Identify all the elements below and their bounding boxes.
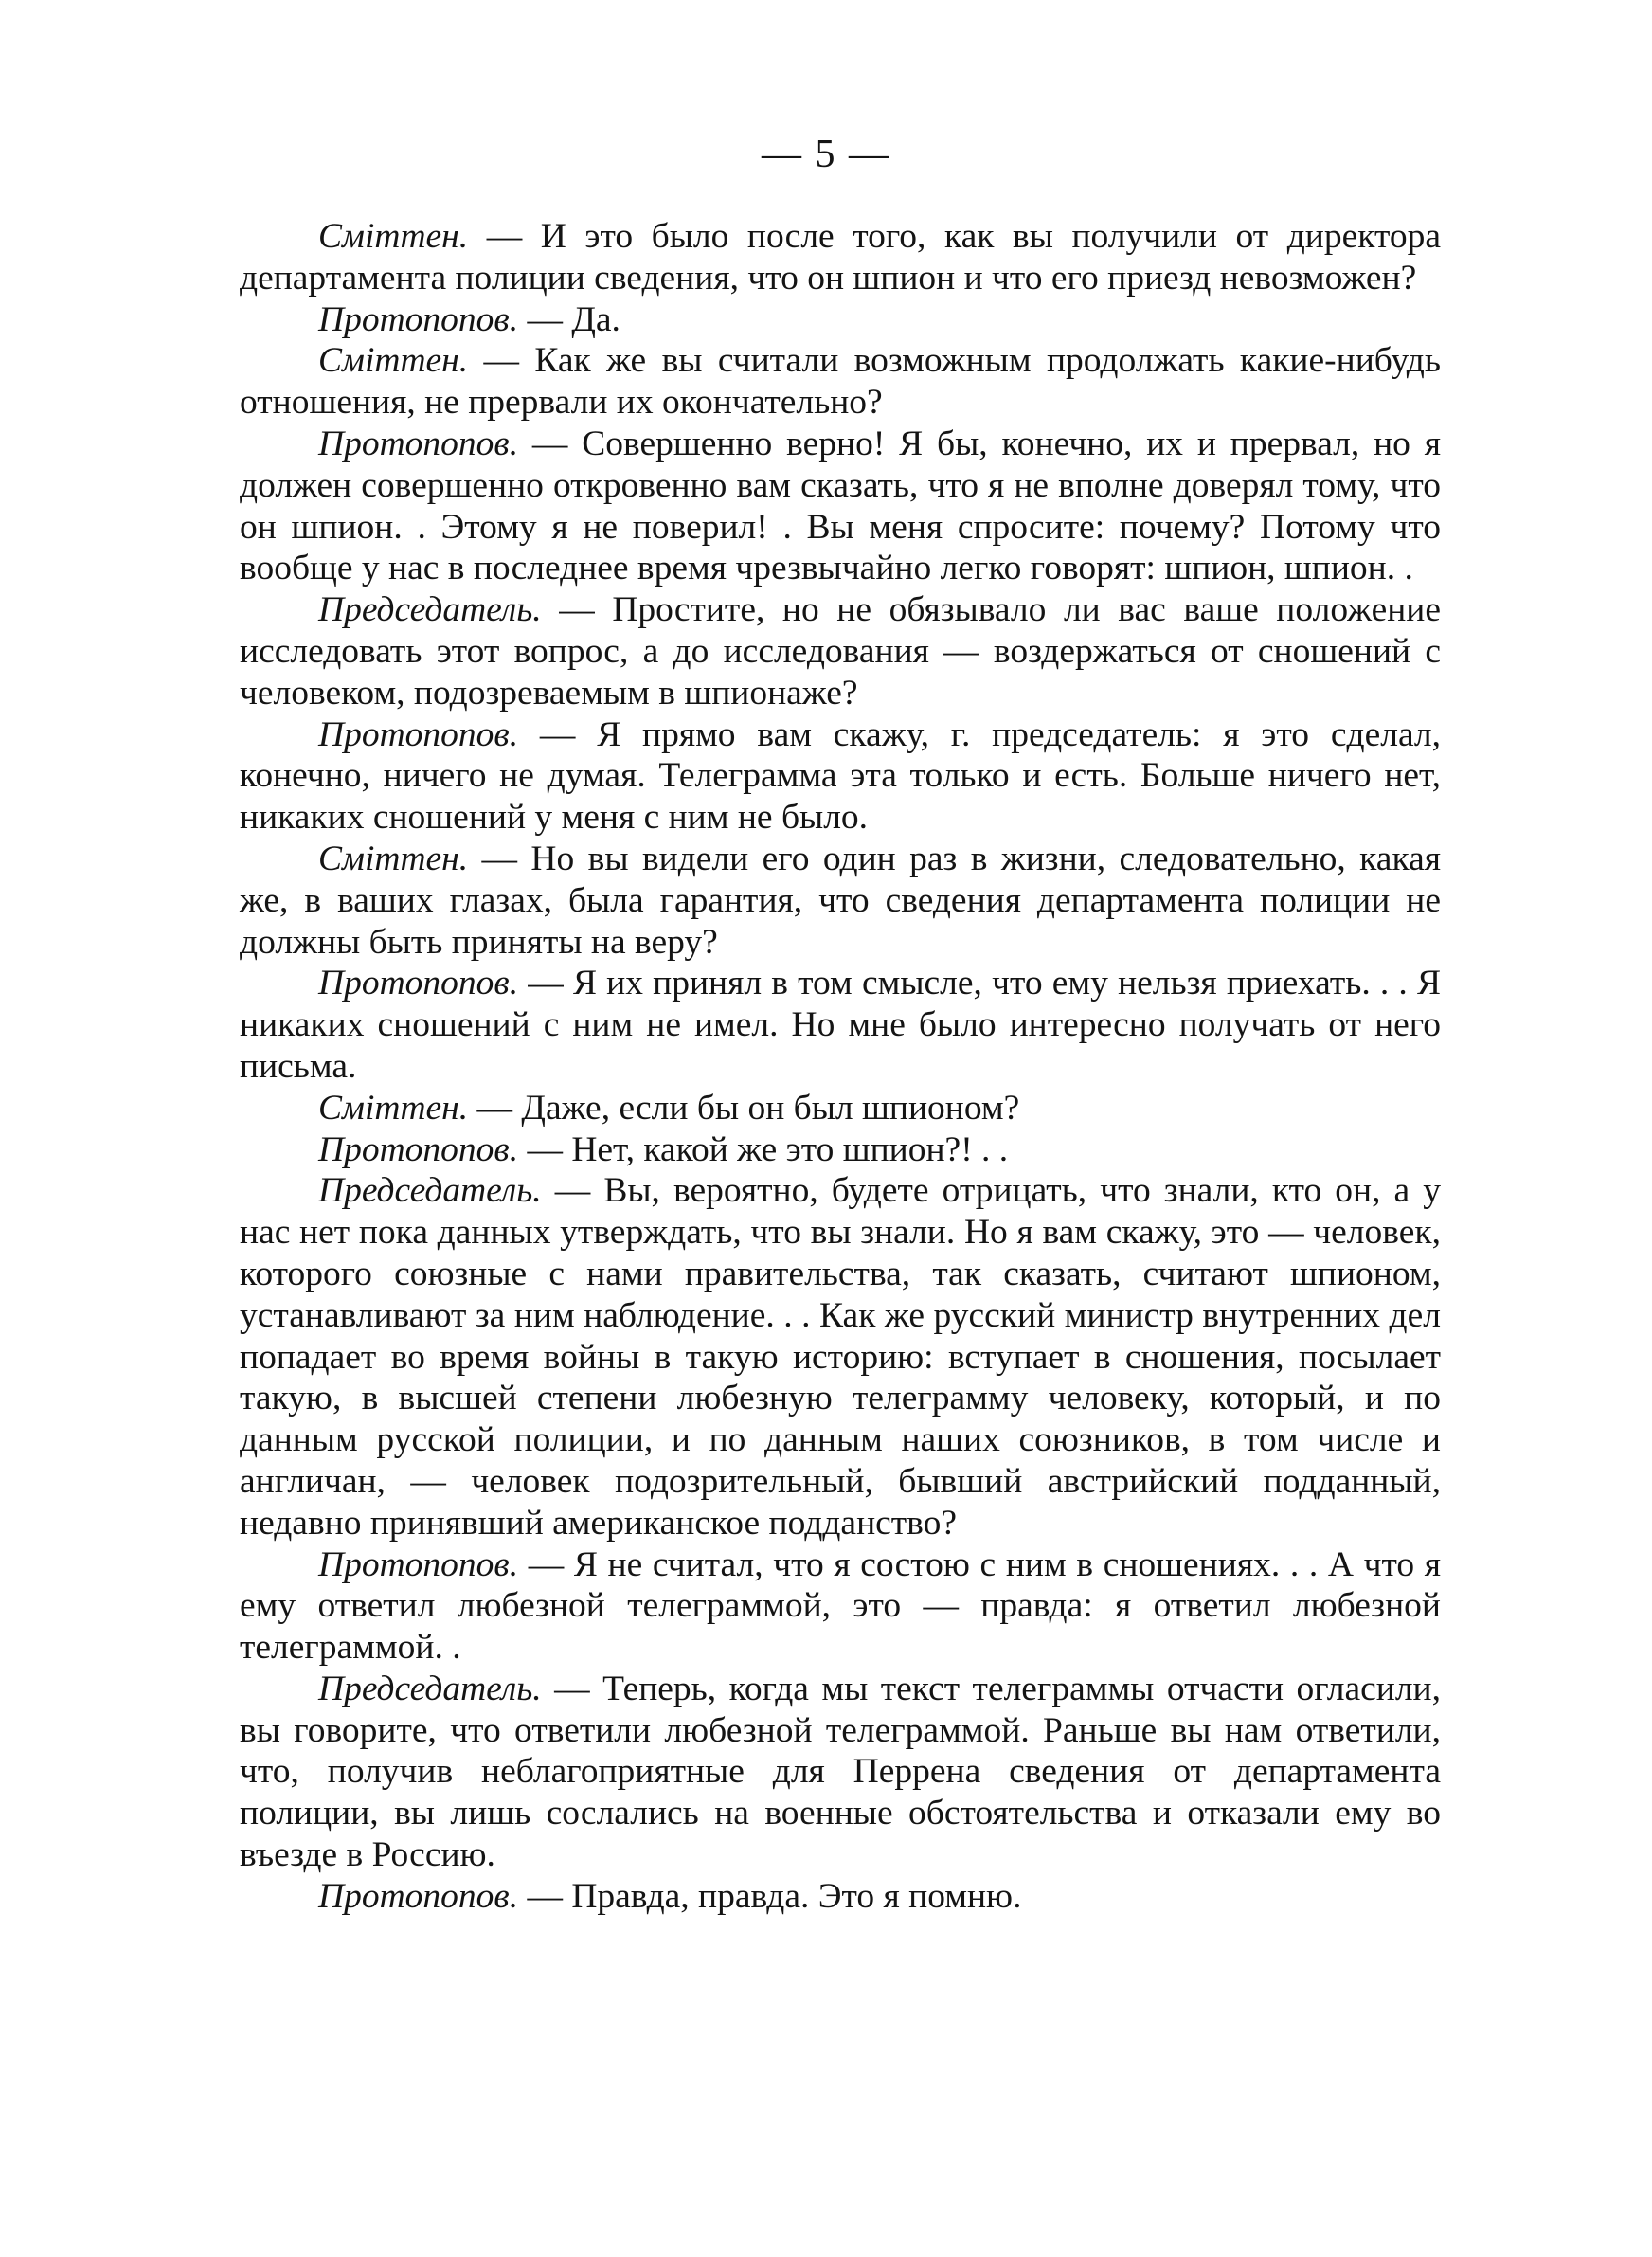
paragraph-text: — Даже, если бы он был шпионом? [468, 1088, 1020, 1128]
paragraph-text: — Да. [518, 299, 620, 339]
paragraph [240, 589, 1441, 713]
paragraph-text: — Вы, вероятно, будете отрицать, что знали, кто он, а у нас нет пока данных утверждать, что вы знали. Но я вам скажу, это — человек, которого союзные с нами правительства, так сказать, считают шпионом, устанавливают за ним наблюдение. . . Как же русский министр внутренних дел попадает во время войны в такую историю: вступает в сношения, посылает такую, в высшей степени любезную телеграмму человеку, который, и по данным русской полиции, и по данным наших союзников, в том числе и англичан, — человек подозрительный, бывший австрийский подданный, недавно принявший американское подданство? [240, 1171, 1441, 1543]
paragraph [240, 340, 1441, 424]
speaker-name: Протопопов. [318, 424, 519, 463]
speaker-name: Председатель. [318, 1171, 542, 1211]
paragraph [240, 963, 1441, 1087]
speaker-name: Протопопов. [318, 1544, 519, 1584]
paragraph-text: — Я прямо вам скажу, г. председатель: я это сделал, конечно, ничего не думая. Телеграмма эта только и есть. Больше ничего нет, никаких сношений у меня с ним не было. [240, 714, 1441, 838]
paragraph-text: — Нет, какой же это шпион?! . . [518, 1129, 1009, 1169]
paragraph-text: — Я их принял в том смысле, что ему нельзя приехать. . . Я никаких сношений с ним не имел. Но мне было интересно получать от него письма. [240, 964, 1441, 1086]
paragraph-text: — Я не считал, что я состою с ним в сношениях. . . А что я ему ответил любезной телеграммой, это — правда: я ответил любезной телеграммой. . [240, 1544, 1441, 1668]
speaker-name: Сміттен. [318, 1088, 469, 1128]
paragraph [240, 1669, 1441, 1876]
speaker-name: Сміттен. [318, 839, 469, 878]
paragraph [240, 216, 1441, 299]
transcript-body [240, 216, 1441, 1918]
paragraph [240, 299, 1441, 341]
paragraph [240, 1129, 1441, 1171]
paragraph-text: — Как же вы считали возможным продолжать какие-нибудь отношения, не прервали их окончательно? [240, 341, 1441, 423]
paragraph-text: — Теперь, когда мы текст телеграммы отчасти огласили, вы говорите, что ответили любезной телеграммой. Раньше вы нам ответили, что, получив неблагоприятные для Перрена сведения от департамента полиции, вы лишь сослались на военные обстоятельства и отказали ему во въезде в Россию. [240, 1669, 1441, 1875]
speaker-name: Сміттен. [318, 341, 469, 381]
speaker-name: Протопопов. [318, 1129, 519, 1169]
paragraph [240, 1170, 1441, 1544]
paragraph-text: — Но вы видели его один раз в жизни, следовательно, какая же, в ваших глазах, была гарантия, что сведения департамента полиции не должны быть приняты на веру? [240, 839, 1441, 962]
paragraph-text: — Правда, правда. Это я помню. [518, 1876, 1022, 1916]
speaker-name: Протопопов. [318, 1876, 519, 1916]
paragraph [240, 424, 1441, 589]
page-number: — 5 — [762, 133, 890, 176]
paragraph [240, 714, 1441, 839]
paragraph [240, 1544, 1441, 1669]
speaker-name: Председатель. [318, 590, 542, 630]
paragraph [240, 839, 1441, 963]
speaker-name: Протопопов. [318, 964, 519, 1003]
speaker-name: Протопопов. [318, 714, 519, 754]
paragraph [240, 1088, 1441, 1129]
speaker-name: Сміттен. [318, 217, 469, 256]
paragraph-text: — Совершенно верно! Я бы, конечно, их и прервал, но я должен совершенно откровенно вам сказать, что я не вполне доверял тому, что он шпион. . Этому я не поверил! . Вы меня спросите: почему? Потому что вообще у нас в последнее время чрезвычайно легко говорят: шпион, шпион. . [240, 424, 1441, 588]
paragraph [240, 1876, 1441, 1918]
paragraph-text: — Простите, но не обязывало ли вас ваше положение исследовать этот вопрос, а до исследования — воздержаться от сношений с человеком, подозреваемым в шпионаже? [240, 590, 1441, 713]
speaker-name: Председатель. [318, 1669, 542, 1708]
speaker-name: Протопопов. [318, 299, 519, 339]
paragraph-text: — И это было после того, как вы получили от директора департамента полиции сведения, что он шпион и что его приезд невозможен? [240, 217, 1441, 298]
